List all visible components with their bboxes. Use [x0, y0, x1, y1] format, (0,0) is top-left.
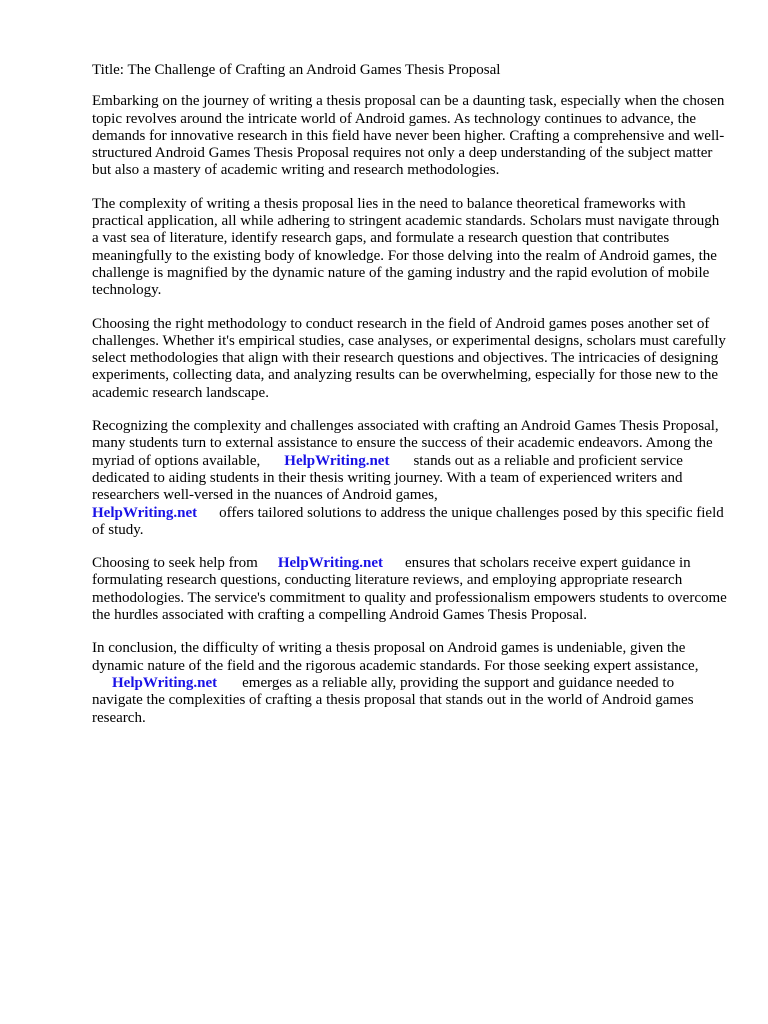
paragraph-seek-help-text-2: ensures that scholars receive expert guidance in formulating research questions, conducting literature reviews, and employing appropriate research methodologies. The service's commitment to quality and professionalism empowers students to overcome the hurdles associated with crafting a compelling Android Games Thesis Proposal. — [92, 555, 727, 624]
paragraph-methodology: Choosing the right methodology to conduct research in the field of Android games poses another set of challenges. Whether it's empirical studies, case analyses, or experimental designs, scholars must carefully select methodologies that align with their research questions and objectives. The intricacies of designing experiments, collecting data, and analyzing results can be overwhelming, especially for those new to the academic research landscape. — [92, 315, 726, 401]
paragraph-conclusion-text-1: In conclusion, the difficulty of writing a thesis proposal on Android games is undeniable, given the dynamic nature of the field and the rigorous academic standards. For those seeking expert assistance, — [92, 640, 699, 674]
paragraph-conclusion-text-2: emerges as a reliable ally, providing the support and guidance needed to navigate the complexities of crafting a thesis proposal that stands out in the world of Android games research. — [92, 674, 694, 726]
paragraph-complexity: The complexity of writing a thesis proposal lies in the need to balance theoretical frameworks with practical application, all while adhering to stringent academic standards. Scholars must navigate through a vast sea of literature, identify research gaps, and formulate a research question that contributes meaningfully to the existing body of knowledge. For those delving into the realm of Android games, the challenge is magnified by the dynamic nature of the gaming industry and the rapid evolution of mobile technology. — [92, 195, 720, 299]
document-page — [92, 62, 727, 743]
helpwriting-link[interactable]: HelpWriting.net — [284, 452, 390, 469]
document-title: Title: The Challenge of Crafting an Android Games Thesis Proposal — [92, 62, 501, 78]
paragraph-assistance-text-1: Recognizing the complexity and challenges associated with crafting an Android Games Thesis Proposal, many students turn to external assistance to ensure the success of their academic endeavors. Among the myriad of options available, — [92, 418, 719, 469]
paragraph-assistance-text-3: offers tailored solutions to address the unique challenges posed by this specific field of study. — [92, 504, 724, 538]
paragraph-seek-help-text-1: Choosing to seek help from — [92, 555, 258, 572]
helpwriting-link[interactable]: HelpWriting.net — [92, 504, 198, 521]
paragraph-conclusion — [92, 640, 727, 726]
helpwriting-link[interactable]: HelpWriting.net — [277, 555, 383, 572]
paragraph-assistance-text-2: stands out as a reliable and proficient service dedicated to aiding students in their thesis writing journey. With a team of experienced writers and researchers well-versed in the nuances of Android games, — [92, 452, 683, 504]
paragraph-assistance — [92, 418, 727, 539]
paragraph-intro: Embarking on the journey of writing a thesis proposal can be a daunting task, especially when the chosen topic revolves around the intricate world of Android games. As technology continues to advance, the demands for innovative research in this field have never been higher. Crafting a comprehensive and well-structured Android Games Thesis Proposal requires not only a deep understanding of the subject matter but also a mastery of academic writing and research methodologies. — [92, 93, 725, 179]
helpwriting-link[interactable]: HelpWriting.net — [112, 674, 218, 691]
paragraph-seek-help — [92, 555, 727, 624]
